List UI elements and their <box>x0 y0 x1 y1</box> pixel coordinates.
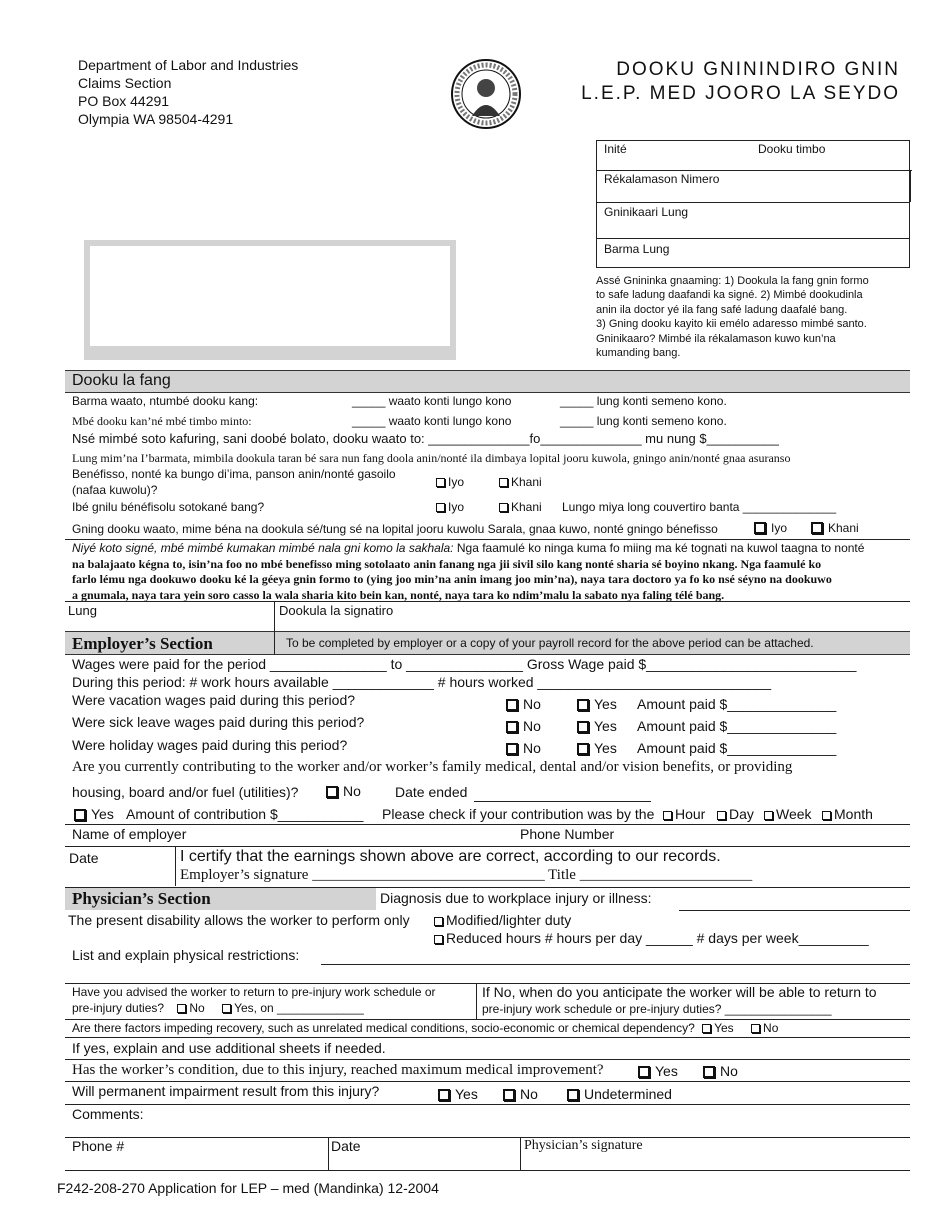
reduced-hours-option[interactable] <box>434 930 869 946</box>
anticipated-return-question: If No, when do you anticipate the worker will be able to return to <box>482 984 877 1000</box>
impairment-no[interactable] <box>503 1086 538 1102</box>
diagnosis-field[interactable] <box>679 910 910 911</box>
modified-duty-label: Modified/lighter duty <box>446 912 572 928</box>
checkbox[interactable] <box>822 811 831 820</box>
certification-line: farlo lému nga dookuwo dooku ké la géeya gnin formo to (ying joo min’na anin imang joo min’na), naya tara doctoro ya fo ko nsé séyno na dookuwo <box>72 572 832 586</box>
checkbox[interactable] <box>503 1089 515 1101</box>
reduced-hours-label[interactable]: Reduced hours # hours per day ______ # days per week_________ <box>446 930 869 946</box>
employer-date-field[interactable]: Date <box>69 850 99 866</box>
checkbox[interactable] <box>74 809 86 821</box>
checkbox[interactable] <box>434 917 443 926</box>
yes-label: Yes <box>594 740 617 756</box>
no-label: No <box>189 1001 205 1015</box>
holiday-no[interactable] <box>506 740 541 756</box>
freq-month[interactable] <box>822 806 873 822</box>
barma-lung-field[interactable]: Barma Lung <box>604 242 670 256</box>
impeding-factors-row <box>72 1021 778 1035</box>
usual-schedule-label: Mbé dooku kan’né mbé timbo minto: <box>72 414 252 428</box>
explain-field[interactable]: If yes, explain and use additional sheets if needed. <box>72 1040 386 1056</box>
undetermined-label: Undetermined <box>584 1086 672 1102</box>
employer-section-note: To be completed by employer or a copy of your payroll record for the above period can be attached. <box>286 636 814 650</box>
physician-date-field[interactable]: Date <box>331 1138 361 1154</box>
no-label: No <box>523 718 541 734</box>
no-label: No <box>523 740 541 756</box>
checkbox[interactable] <box>436 478 445 487</box>
yes-label: Yes <box>455 1086 478 1102</box>
impairment-undetermined[interactable] <box>567 1086 672 1102</box>
checkbox[interactable] <box>499 503 508 512</box>
no-label: Khani <box>511 475 542 489</box>
coverage-end-field[interactable]: Lungo miya long couvertiro banta ______________ <box>562 500 837 514</box>
month-label: Month <box>834 806 873 822</box>
yes-label: Yes <box>594 718 617 734</box>
advised-return-row <box>72 1001 364 1015</box>
checkbox[interactable] <box>764 811 773 820</box>
checkbox[interactable] <box>811 522 823 534</box>
certification-intro: Niyé koto signé, mbé mimbé kumakan mimbé nala gni komo la sakhala: <box>72 541 454 555</box>
other-work-row[interactable]: Nsé mimbé soto kafuring, sani doobé bolato, dooku waato to: ______________fo______________ mu nung $__________ <box>72 431 779 446</box>
disability-label: The present disability allows the worker to perform only <box>68 912 410 928</box>
mailing-address <box>78 56 298 128</box>
coverage-no[interactable] <box>811 521 859 535</box>
instruction-line: kumanding bang. <box>596 347 681 360</box>
day-label: Day <box>729 806 754 822</box>
no-label: No <box>523 696 541 712</box>
checkbox[interactable] <box>326 786 338 798</box>
factors-no-checkbox[interactable] <box>751 1024 760 1033</box>
restrictions-field[interactable] <box>321 964 910 965</box>
restrictions-label: List and explain physical restrictions: <box>72 947 300 963</box>
po-box: PO Box 44291 <box>78 93 170 109</box>
wage-period-row[interactable]: Wages were paid for the period _______________ to _______________ Gross Wage paid $___________________________ <box>72 656 857 672</box>
advised-return-question: Have you advised the worker to return to pre-injury work schedule or <box>72 985 436 999</box>
no-label: No <box>720 1063 738 1079</box>
vacation-no[interactable] <box>506 696 541 712</box>
contribution-question: Are you currently contributing to the worker and/or worker’s family medical, dental and/or vision benefits, or providing <box>72 759 793 775</box>
freq-day[interactable] <box>717 806 754 822</box>
checkbox[interactable] <box>754 522 766 534</box>
claims-section: Claims Section <box>78 75 172 91</box>
stopped-yes[interactable] <box>436 500 464 514</box>
comments-field[interactable]: Comments: <box>72 1106 144 1122</box>
advised-return-date-field[interactable]: Yes, on _____________ <box>234 1001 364 1015</box>
vacation-yes[interactable] <box>577 696 617 712</box>
contribution-amount-field[interactable]: Amount of contribution $___________ <box>126 806 364 822</box>
vacation-amount-field[interactable]: Amount paid $______________ <box>637 696 837 712</box>
date-ended-field[interactable] <box>474 801 651 802</box>
worker-date-field[interactable]: Lung <box>68 603 97 618</box>
checkbox[interactable] <box>434 935 443 944</box>
checkbox[interactable] <box>638 1066 650 1078</box>
benefits-question-cont: (nafaa kuwolu)? <box>72 483 158 497</box>
no-label: No <box>520 1086 538 1102</box>
holiday-amount-field[interactable]: Amount paid $______________ <box>637 740 837 756</box>
checkbox[interactable] <box>506 743 518 755</box>
checkbox[interactable] <box>499 478 508 487</box>
state-seal-icon <box>450 58 522 130</box>
certification-line: na balajaato kégna to, isin’na foo no mbé benefisso ming sotolaato anin fanang nga jii sivil silo kang nonté sharia sé boyino nkang. Nga faamulé ko <box>72 556 822 571</box>
checkbox[interactable] <box>577 743 589 755</box>
checkbox[interactable] <box>577 699 589 711</box>
inite-field[interactable]: Inité <box>604 142 627 156</box>
advised-return-question-cont: pre-injury duties? <box>72 1001 165 1015</box>
contribution-frequency-label: Please check if your contribution was by the <box>382 806 655 822</box>
modified-duty-option[interactable] <box>434 912 571 928</box>
permanent-impairment-question: Will permanent impairment result from this injury? <box>72 1083 380 1099</box>
impeding-factors-question: Are there factors impeding recovery, such as unrelated medical conditions, socio-economic or chemical dependency? <box>72 1021 695 1035</box>
advised-no-checkbox[interactable] <box>177 1004 186 1013</box>
sick-no[interactable] <box>506 718 541 734</box>
freq-week[interactable] <box>764 806 812 822</box>
days-per-week-field[interactable]: _____ lung konti semeno kono. <box>560 394 727 408</box>
diagnosis-label: Diagnosis due to workplace injury or illness: <box>380 890 652 906</box>
benefits-stopped-question: Ibé gnilu bénéfisolu sotokané bang? <box>72 500 265 514</box>
checkbox[interactable] <box>567 1089 579 1101</box>
employer-certification: I certify that the earnings shown above are correct, according to our records. <box>180 848 721 865</box>
anticipated-return-field[interactable]: pre-injury work schedule or pre-injury duties? ________________ <box>482 1002 832 1016</box>
holiday-wages-question: Were holiday wages paid during this period? <box>72 737 348 753</box>
worker-section-header <box>65 370 910 393</box>
last-work-date-label: Barma waato, ntumbé dooku kang: <box>72 394 259 408</box>
physician-signature-field[interactable]: Physician’s signature <box>524 1138 643 1153</box>
checkbox[interactable] <box>703 1066 715 1078</box>
title-line-1: DOOKU GNININDIRO GNIN <box>616 59 900 80</box>
usual-days-field[interactable]: _____ lung konti semeno kono. <box>560 414 727 428</box>
employer-section-title: Employer’s Section <box>72 634 213 653</box>
address-window-frame <box>84 240 456 360</box>
dept-name: Department of Labor and Industries <box>78 57 299 73</box>
no-label: No <box>763 1021 779 1035</box>
employer-signature-field[interactable]: Employer’s signature _______________________________ Title _______________________ <box>180 867 753 883</box>
checkbox[interactable] <box>577 721 589 733</box>
yes-label: Iyo <box>448 500 465 514</box>
checkbox[interactable] <box>717 811 726 820</box>
no-label: No <box>343 783 361 799</box>
mmi-question: Has the worker’s condition, due to this injury, reached maximum medical improvement? <box>72 1062 604 1078</box>
benefits-yes[interactable] <box>436 475 464 489</box>
factors-yes-checkbox[interactable] <box>702 1024 711 1033</box>
physician-section-title: Physician’s Section <box>72 889 211 908</box>
contribution-no[interactable] <box>326 783 361 799</box>
claim-number-field[interactable]: Rékalamason Nimero <box>604 172 720 186</box>
instruction-line: Gninikaaro? Mimbé ila rékalamason kuwo kun’na <box>596 332 836 345</box>
medical-coverage-question: Gning dooku waato, mime béna na dookula sé/tung sé na lopital jooru kuwolu Sarala, gnaa kuwo, nonté gningo bénefisso <box>72 522 718 536</box>
work-hours-row[interactable]: During this period: # work hours available _____________ # hours worked ______________________________ <box>72 674 771 690</box>
date-ended-label: Date ended <box>395 784 468 800</box>
coverage-yes[interactable] <box>754 521 787 535</box>
certification-line: a gnumala, naya tara yein soro casso la wala sharia kito bein kan, nonté, naya tara ko ndim’malu la sabato nya faling télé bang. <box>72 587 725 602</box>
employer-name-field[interactable]: Name of employer <box>72 826 187 842</box>
instruction-line: anin ila doctor yé ila fang safé ladung daafalé bang. <box>596 303 848 316</box>
city-zip: Olympia WA 98504-4291 <box>78 111 234 127</box>
hours-per-day-field[interactable]: _____ waato konti lungo kono <box>352 394 512 408</box>
benefit-notice: Lung mim’na I’barmata, mimbila dookula taran bé sara nun fang doola anin/nonté ila dimbaya lopital jooru kuwola, gningo anin/nonté gnaa asuranso <box>72 451 791 465</box>
no-label: Khani <box>511 500 542 514</box>
no-label: Khani <box>828 521 859 535</box>
instruction-line: 3) Gning dooku kayito kii emélo adaresso mimbé santo. <box>596 318 867 331</box>
stopped-no[interactable] <box>499 500 542 514</box>
checkbox[interactable] <box>438 1089 450 1101</box>
yes-label: Yes <box>594 696 617 712</box>
vacation-wages-question: Were vacation wages paid during this period? <box>72 692 356 708</box>
sick-yes[interactable] <box>577 718 617 734</box>
mmi-yes[interactable] <box>638 1063 678 1079</box>
work-date-field[interactable]: Dooku timbo <box>758 142 826 156</box>
yes-label: Iyo <box>448 475 465 489</box>
checkbox[interactable] <box>436 503 445 512</box>
instructions <box>596 274 869 360</box>
employer-phone-field[interactable]: Phone Number <box>520 826 615 842</box>
benefits-question: Benéfisso, nonté ka bungo di’ima, panson anin/nonté gasoilo <box>72 467 396 481</box>
yes-label: Yes <box>655 1063 678 1079</box>
yes-label: Iyo <box>771 521 788 535</box>
worker-certification <box>72 541 864 603</box>
contribution-yes[interactable] <box>74 806 114 822</box>
sick-amount-field[interactable]: Amount paid $______________ <box>637 718 837 734</box>
instruction-line: to safe ladung daafandi ka signé. 2) Mimbé dookudinla <box>596 289 863 302</box>
impairment-yes[interactable] <box>438 1086 478 1102</box>
form-footer: F242-208-270 Application for LEP – med (Mandinka) 12-2004 <box>57 1180 439 1196</box>
usual-hours-field[interactable]: _____ waato konti lungo kono <box>352 414 512 428</box>
worker-signature-field[interactable]: Dookula la signatiro <box>279 603 394 618</box>
holiday-yes[interactable] <box>577 740 617 756</box>
week-label: Week <box>776 806 812 822</box>
instruction-line: Assé Gnininka gnaaming: 1) Dookula la fang gnin formo <box>596 275 869 287</box>
yes-label: Yes <box>91 806 114 822</box>
contribution-question-cont: housing, board and/or fuel (utilities)? <box>72 784 299 800</box>
sick-wages-question: Were sick leave wages paid during this period? <box>72 714 365 730</box>
checkbox[interactable] <box>506 721 518 733</box>
mmi-no[interactable] <box>703 1063 738 1079</box>
checkbox[interactable] <box>663 811 672 820</box>
checkbox[interactable] <box>506 699 518 711</box>
physician-phone-field[interactable]: Phone # <box>72 1138 125 1154</box>
form-title <box>581 58 900 106</box>
certification-line: Nga faamulé ko ninga kuma fo miing ma ké tognati na kuwol taagna to nonté <box>453 541 865 555</box>
yes-label: Yes <box>714 1021 734 1035</box>
advised-yes-checkbox[interactable] <box>222 1004 231 1013</box>
title-line-2: L.E.P. MED JOORO LA SEYDO <box>581 83 900 104</box>
worker-section-title: Dooku la fang <box>72 372 171 389</box>
benefits-no[interactable] <box>499 475 542 489</box>
date-field[interactable]: Gninikaari Lung <box>604 205 689 219</box>
freq-hour[interactable] <box>663 806 705 822</box>
hour-label: Hour <box>675 806 706 822</box>
